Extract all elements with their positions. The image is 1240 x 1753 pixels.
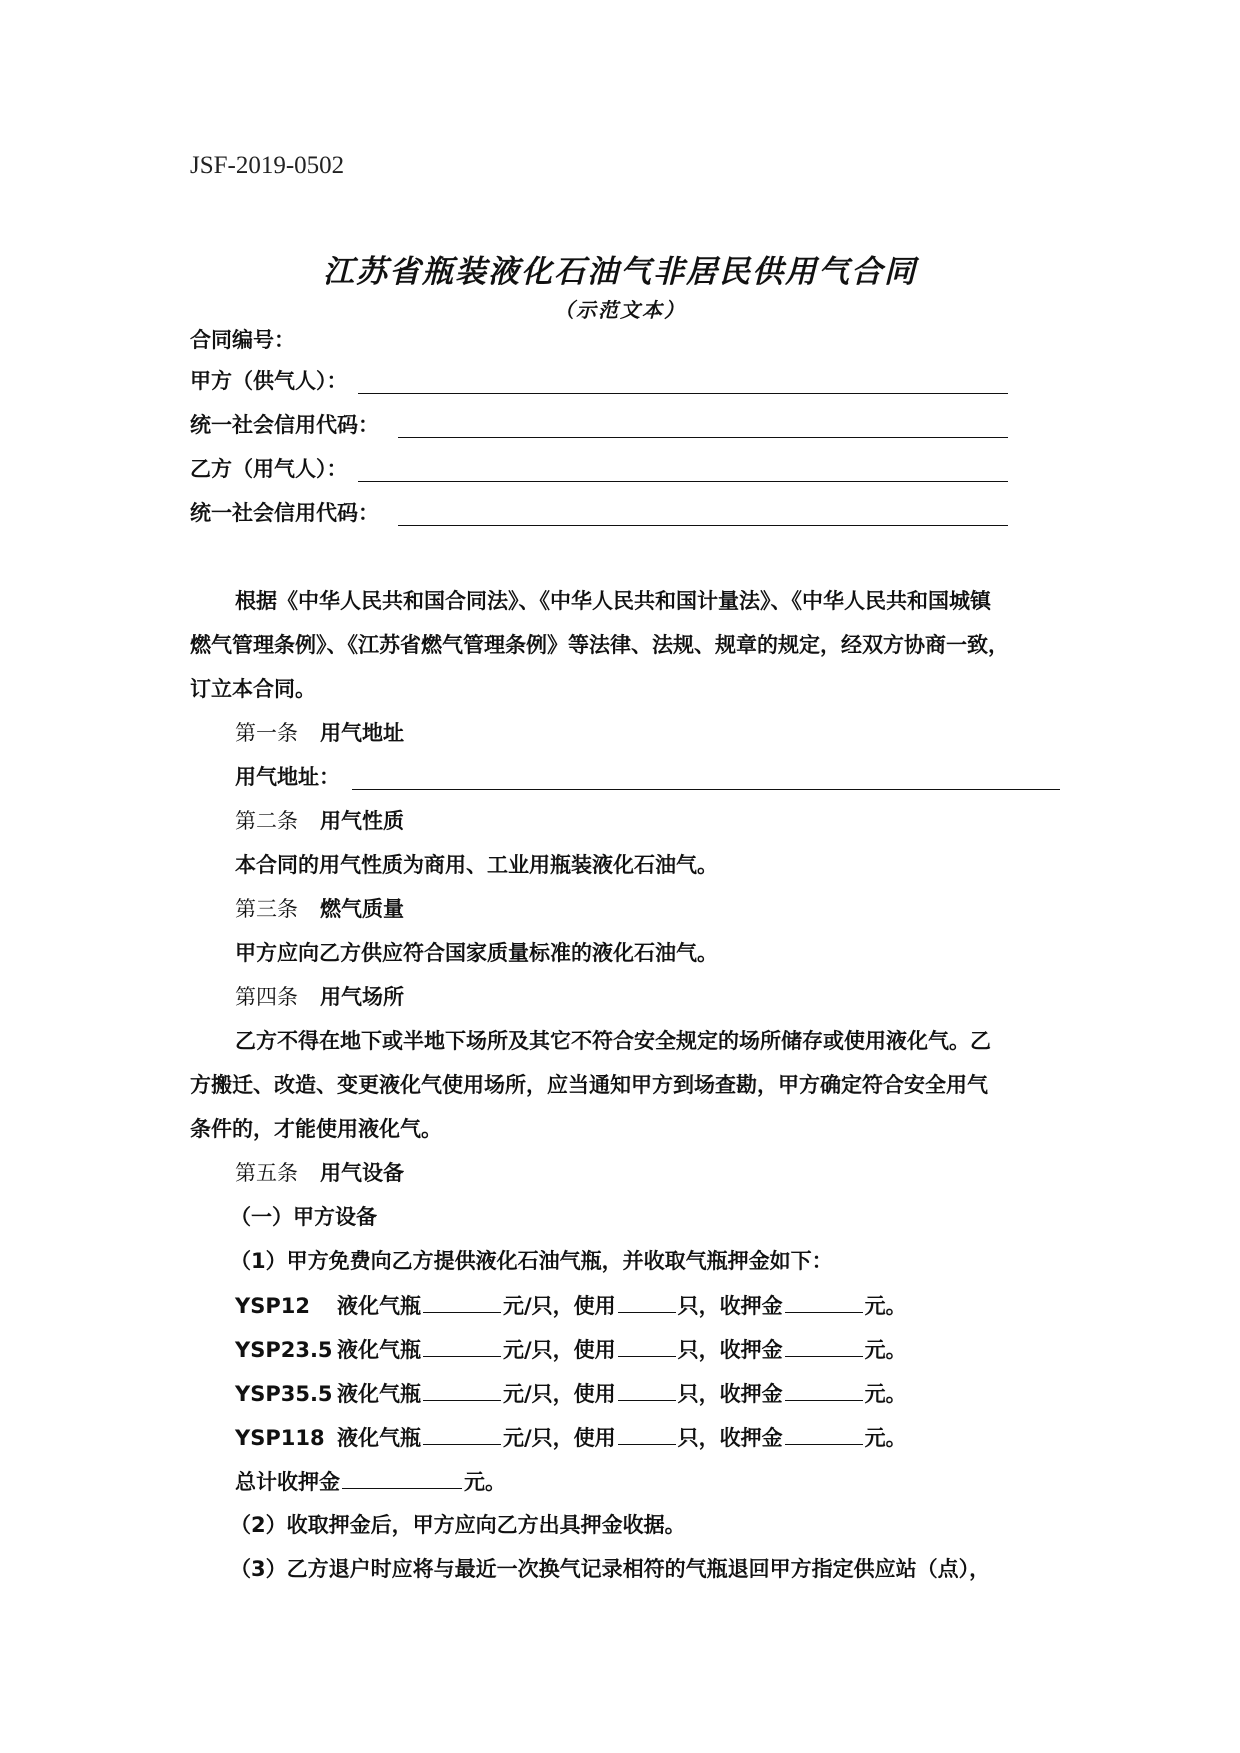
article-number: 第二条 xyxy=(235,809,298,833)
deposit-label: 只，收押金 xyxy=(677,1338,783,1362)
article-number: 第四条 xyxy=(235,985,298,1009)
article-4-text-3: 条件的，才能使用液化气。 xyxy=(190,1117,442,1141)
yuan-label: 元。 xyxy=(864,1426,907,1450)
gas-address-label: 用气地址： xyxy=(235,765,340,789)
deposit-label: 只，收押金 xyxy=(677,1426,783,1450)
article-2-heading xyxy=(235,806,404,836)
article-4-heading xyxy=(235,982,404,1012)
cylinder-model: YSP12 xyxy=(235,1294,310,1318)
quantity-blank[interactable] xyxy=(618,1290,676,1313)
unit-price-blank[interactable] xyxy=(423,1334,501,1357)
party-b-credit-code-field[interactable] xyxy=(398,525,1008,526)
party-a-field[interactable] xyxy=(358,393,1008,394)
article-title: 燃气质量 xyxy=(320,897,404,921)
cylinder-row xyxy=(235,1378,907,1409)
contract-number-label: 合同编号： xyxy=(190,328,295,352)
equipment-item-3: （3）乙方退户时应将与最近一次换气记录相符的气瓶退回甲方指定供应站（点）， xyxy=(230,1557,991,1581)
deposit-label: 只，收押金 xyxy=(677,1382,783,1406)
unit-price-blank[interactable] xyxy=(423,1422,501,1445)
yuan-label: 元。 xyxy=(864,1338,907,1362)
cylinder-row xyxy=(235,1422,907,1453)
article-title: 用气设备 xyxy=(320,1161,404,1185)
total-deposit-blank[interactable] xyxy=(342,1466,462,1489)
cylinder-model: YSP35.5 xyxy=(235,1382,333,1406)
intro-line-2: 燃气管理条例》、《江苏省燃气管理条例》等法律、法规、规章的规定，经双方协商一致， xyxy=(190,633,1009,657)
yuan-label: 元。 xyxy=(864,1294,907,1318)
total-yuan-label: 元。 xyxy=(464,1470,506,1494)
article-number: 第一条 xyxy=(235,721,298,745)
yuan-label: 元。 xyxy=(864,1382,907,1406)
article-number: 第五条 xyxy=(235,1161,298,1185)
article-5-heading xyxy=(235,1158,404,1188)
cylinder-model: YSP23.5 xyxy=(235,1338,333,1362)
cylinder-row xyxy=(235,1334,907,1365)
article-4-text-1: 乙方不得在地下或半地下场所及其它不符合安全规定的场所储存或使用液化气。乙 xyxy=(235,1029,991,1053)
unit-price-label: 元/只，使用 xyxy=(503,1426,616,1450)
unit-price-label: 元/只，使用 xyxy=(503,1382,616,1406)
party-b-label: 乙方（用气人）： xyxy=(190,457,348,481)
cylinder-name: 液化气瓶 xyxy=(337,1338,421,1362)
deposit-blank[interactable] xyxy=(785,1378,863,1401)
deposit-blank[interactable] xyxy=(785,1334,863,1357)
cylinder-name: 液化气瓶 xyxy=(337,1382,421,1406)
unit-price-label: 元/只，使用 xyxy=(503,1294,616,1318)
total-deposit-label: 总计收押金 xyxy=(235,1470,340,1494)
equipment-item-2: （2）收取押金后，甲方应向乙方出具押金收据。 xyxy=(230,1513,686,1537)
cylinder-model: YSP118 xyxy=(235,1426,325,1450)
quantity-blank[interactable] xyxy=(618,1378,676,1401)
cylinder-row xyxy=(235,1290,907,1321)
article-3-text: 甲方应向乙方供应符合国家质量标准的液化石油气。 xyxy=(235,941,718,965)
party-a-credit-code-field[interactable] xyxy=(398,437,1008,438)
article-title: 用气性质 xyxy=(320,809,404,833)
article-2-text: 本合同的用气性质为商用、工业用瓶装液化石油气。 xyxy=(235,853,718,877)
intro-line-1: 根据《中华人民共和国合同法》、《中华人民共和国计量法》、《中华人民共和国城镇 xyxy=(235,589,991,613)
party-b-field[interactable] xyxy=(358,481,1008,482)
unit-price-blank[interactable] xyxy=(423,1378,501,1401)
deposit-label: 只，收押金 xyxy=(677,1294,783,1318)
contract-subtitle: （示范文本） xyxy=(554,298,686,322)
cylinder-name: 液化气瓶 xyxy=(337,1294,421,1318)
article-1-heading xyxy=(235,718,404,748)
party-b-credit-code-label: 统一社会信用代码： xyxy=(190,501,379,525)
party-a-label: 甲方（供气人）： xyxy=(190,369,348,393)
gas-address-field[interactable] xyxy=(352,789,1060,790)
equipment-item-1: （1）甲方免费向乙方提供液化石油气瓶，并收取气瓶押金如下： xyxy=(230,1249,833,1273)
intro-line-3: 订立本合同。 xyxy=(190,677,316,701)
party-a-credit-code-label: 统一社会信用代码： xyxy=(190,413,379,437)
article-3-heading xyxy=(235,894,404,924)
quantity-blank[interactable] xyxy=(618,1334,676,1357)
party-a-equipment-section: （一）甲方设备 xyxy=(230,1205,377,1229)
unit-price-blank[interactable] xyxy=(423,1290,501,1313)
quantity-blank[interactable] xyxy=(618,1422,676,1445)
deposit-blank[interactable] xyxy=(785,1422,863,1445)
document-code: JSF-2019-0502 xyxy=(190,152,345,179)
article-title: 用气地址 xyxy=(320,721,404,745)
cylinder-name: 液化气瓶 xyxy=(337,1426,421,1450)
unit-price-label: 元/只，使用 xyxy=(503,1338,616,1362)
article-number: 第三条 xyxy=(235,897,298,921)
article-title: 用气场所 xyxy=(320,985,404,1009)
contract-title: 江苏省瓶装液化石油气非居民供用气合同 xyxy=(323,254,917,290)
article-4-text-2: 方搬迁、改造、变更液化气使用场所，应当通知甲方到场查勘，甲方确定符合安全用气 xyxy=(190,1073,988,1097)
total-deposit-row xyxy=(235,1466,506,1497)
deposit-blank[interactable] xyxy=(785,1290,863,1313)
